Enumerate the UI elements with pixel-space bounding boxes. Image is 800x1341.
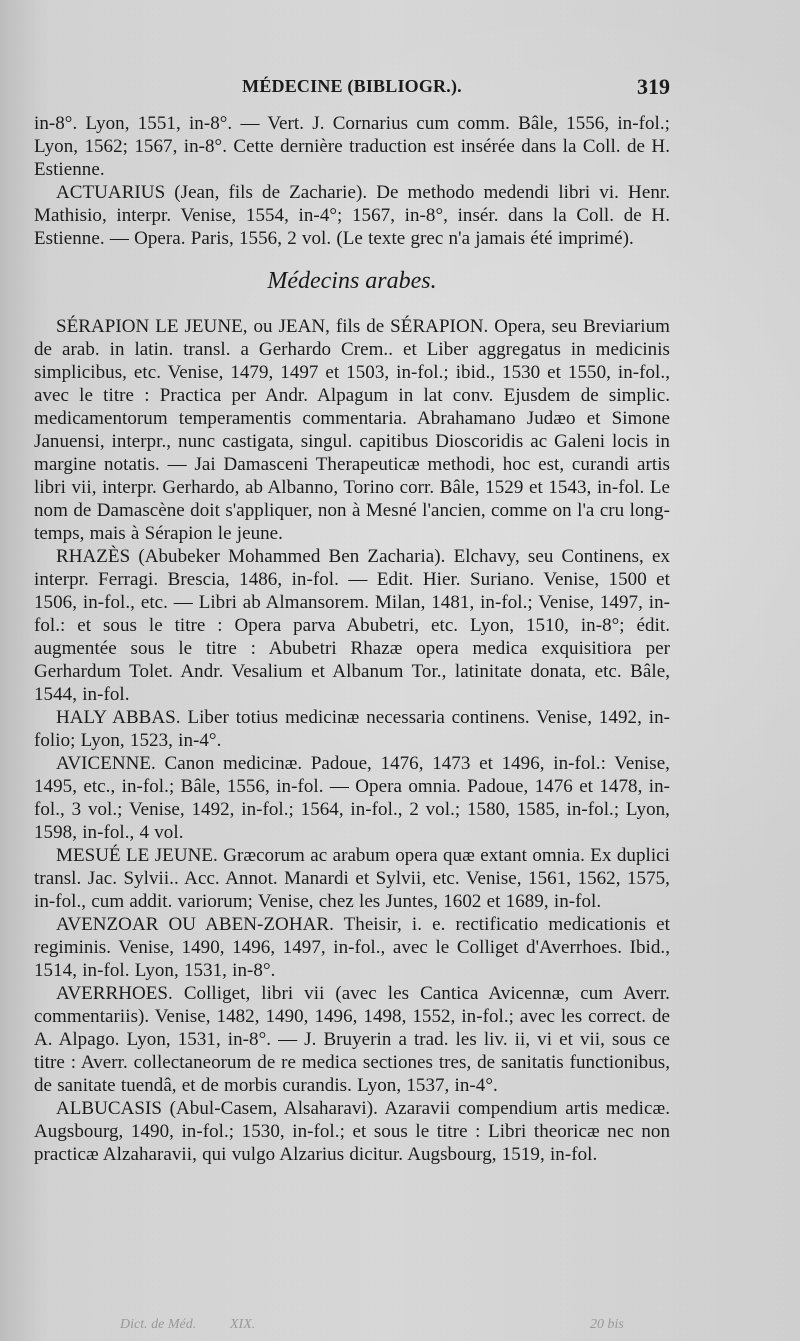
haly-abbas-entry: HALY ABBAS. Liber totius medicinæ necessaria continens. Venise, 1492, in-folio; Lyon, 1523, in-4°. (34, 707, 670, 751)
footer-marks (120, 1301, 680, 1341)
footer-left-note: Dict. de Méd. (120, 1317, 197, 1332)
avenzoar-entry: AVENZOAR OU ABEN-ZOHAR. Theisir, i. e. rectificatio medicationis et regiminis. Venise, 1490, 1496, 1497, in-fol., avec le Colliget d'Averrhoes. Ibid., 1514, in-fol. Lyon, 1531, in-8°. (34, 914, 670, 981)
section-heading: Médecins arabes. (267, 268, 437, 294)
page-header (34, 72, 670, 108)
running-title: MÉDECINE (BIBLIOGR.). (242, 76, 462, 96)
page-content (34, 72, 670, 1262)
actuarius-entry: ACTUARIUS (Jean, fils de Zacharie). De methodo medendi libri vi. Henr. Mathisio, interpr. Venise, 1554, in-4°; 1567, in-8°, insér. dans la Coll. de H. Estienne. — Opera. Paris, 1556, 2 vol. (Le texte grec n'a jamais été imprimé). (34, 182, 670, 249)
averrhoes-entry: AVERRHOES. Colliget, libri vii (avec les Cantica Avicennæ, cum Averr. commentariis). Venise, 1482, 1490, 1496, 1498, 1552, in-fol.; avec les correct. de A. Alpago. Lyon, 1531, in-8°. — J. Bruyerin a trad. les liv. ii, vi et vii, sous ce titre : Averr. collectaneorum de re medica sectiones tres, de sanitatis functionibus, de sanitate tuendâ, et de morbis curandis. Lyon, 1537, in-4°. (34, 983, 670, 1096)
page-number: 319 (637, 74, 670, 99)
footer-mid-note: XIX. (230, 1317, 256, 1332)
mesue-entry: MESUÉ LE JEUNE. Græcorum ac arabum opera quæ extant omnia. Ex duplici transl. Jac. Sylvii.. Acc. Annot. Manardi et Sylvii, etc. Venise, 1561, 1562, 1575, in-fol., cum addit. variorum; Venise, chez les Juntes, 1602 et 1689, in-fol. (34, 845, 670, 912)
avicenne-entry: AVICENNE. Canon medicinæ. Padoue, 1476, 1473 et 1496, in-fol.: Venise, 1495, etc., in-fol.; Bâle, 1556, in-fol. — Opera omnia. Padoue, 1476 et 1478, in-fol., 3 vol.; Venise, 1492, in-fol.; 1564, in-fol., 2 vol.; 1580, 1585, in-fol.; Lyon, 1598, in-fol., 4 vol. (34, 753, 670, 843)
intro-paragraph: in-8°. Lyon, 1551, in-8°. — Vert. J. Cornarius cum comm. Bâle, 1556, in-fol.; Lyon, 1562; 1567, in-8°. Cette dernière traduction est insérée dans la Coll. de H. Estienne. (34, 113, 670, 180)
albucasis-entry: ALBUCASIS (Abul-Casem, Alsaharavi). Azaravii compendium artis medicæ. Augsbourg, 1490, in-fol.; 1530, in-fol.; et sous le titre : Libri theoricæ nec non practicæ Alzaharavii, qui vulgo Alzarius dicitur. Augsbourg, 1519, in-fol. (34, 1098, 670, 1165)
footer-right-note: 20 bis (590, 1317, 624, 1332)
rhazes-entry: RHAZÈS (Abubeker Mohammed Ben Zacharia). Elchavy, seu Continens, ex interpr. Ferragi. Brescia, 1486, in-fol. — Edit. Hier. Suriano. Venise, 1500 et 1506, in-fol., etc. — Libri ab Almansorem. Milan, 1481, in-fol.; Venise, 1497, in-fol.: et sous le titre : Opera parva Abubetri, etc. Lyon, 1510, in-8°; édit. augmentée sous le titre : Abubetri Rhazæ opera medica exquisitiora per Gerhardum Tolet. Andr. Vesalium et Albanum Tor., latinitate donata, etc. Bâle, 1544, in-fol. (34, 546, 670, 705)
serapion-entry: SÉRAPION LE JEUNE, ou JEAN, fils de SÉRAPION. Opera, seu Breviarium de arab. in latin. transl. a Gerhardo Crem.. et Liber aggregatus in medicinis simplicibus, etc. Venise, 1479, 1497 et 1503, in-fol.; ibid., 1530 et 1550, in-fol., avec le titre : Practica per Andr. Alpagum in lat conv. Ejusdem de simplic. medicamentorum temperamentis commentaria. Abrahamano Judæo et Simone Januensi, interpr., nunc castigata, singul. capitibus Dioscoridis ac Galeni locis in margine notatis. — Jai Damasceni Therapeuticæ methodi, hoc est, curandi artis libri vii, interpr. Gerhardo, ab Albanno, Torino corr. Bâle, 1529 et 1543, in-fol. Le nom de Damascène doit s'appliquer, non à Mesné l'ancien, comme on l'a cru long-temps, mais à Sérapion le jeune. (34, 316, 670, 544)
